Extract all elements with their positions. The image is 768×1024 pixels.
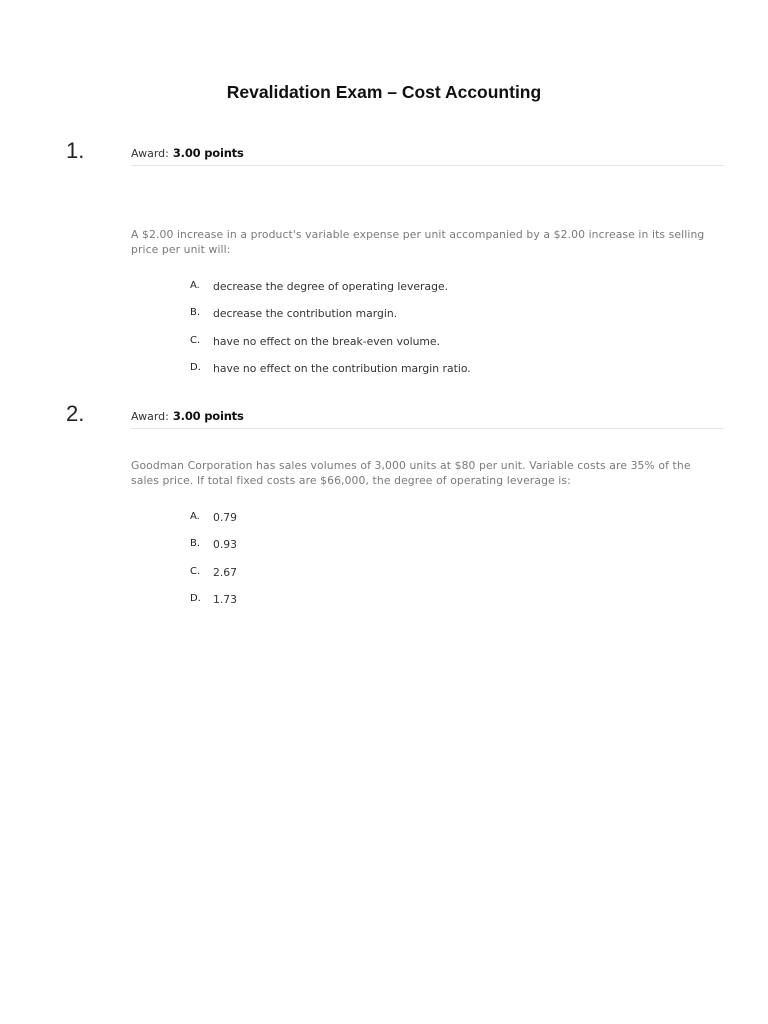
option-letter: C. — [190, 334, 201, 346]
option-d[interactable] — [190, 362, 471, 389]
answer-options — [190, 280, 471, 389]
option-text: 0.93 — [213, 538, 238, 552]
option-a[interactable] — [190, 511, 237, 538]
option-letter: D. — [190, 592, 201, 604]
option-text: 0.79 — [213, 511, 238, 524]
page-title: Revalidation Exam – Cost Accounting — [226, 82, 542, 102]
option-c[interactable] — [190, 335, 471, 362]
option-text: 2.67 — [213, 565, 238, 579]
option-letter: A. — [190, 280, 200, 291]
divider — [131, 165, 724, 166]
award — [131, 146, 244, 160]
option-c[interactable] — [190, 566, 237, 593]
question-text: Goodman Corporation has sales volumes of 3,000 units at $80 per unit. Variable costs are 35% of the sales price. If total fixed costs are $66,000, the degree of operating leverage is: — [131, 459, 691, 487]
question-number: 1. — [66, 138, 85, 163]
question-text: A $2.00 increase in a product's variable expense per unit accompanied by a $2.00 increase in its selling price per unit will: — [131, 228, 705, 256]
option-letter: D. — [190, 361, 201, 373]
option-letter: C. — [190, 565, 201, 577]
option-b[interactable] — [190, 307, 471, 334]
answer-options — [190, 511, 237, 620]
award-points: 3.00 points — [172, 409, 244, 423]
award-points: 3.00 points — [172, 146, 244, 160]
option-text: have no effect on the break-even volume. — [213, 334, 441, 348]
option-a[interactable] — [190, 280, 471, 307]
award — [131, 409, 244, 423]
option-letter: B. — [190, 307, 201, 319]
option-text: have no effect on the contribution margin ratio. — [213, 361, 471, 375]
award-label: Award: — [131, 147, 169, 160]
option-letter: A. — [190, 511, 200, 522]
option-letter: B. — [190, 538, 201, 550]
option-text: 1.73 — [213, 592, 238, 606]
option-text: decrease the contribution margin. — [213, 307, 398, 321]
option-text: decrease the degree of operating leverage. — [213, 280, 449, 293]
question-number: 2. — [66, 401, 85, 426]
award-label: Award: — [131, 410, 169, 423]
option-d[interactable] — [190, 593, 237, 620]
divider — [131, 428, 724, 429]
option-b[interactable] — [190, 538, 237, 565]
